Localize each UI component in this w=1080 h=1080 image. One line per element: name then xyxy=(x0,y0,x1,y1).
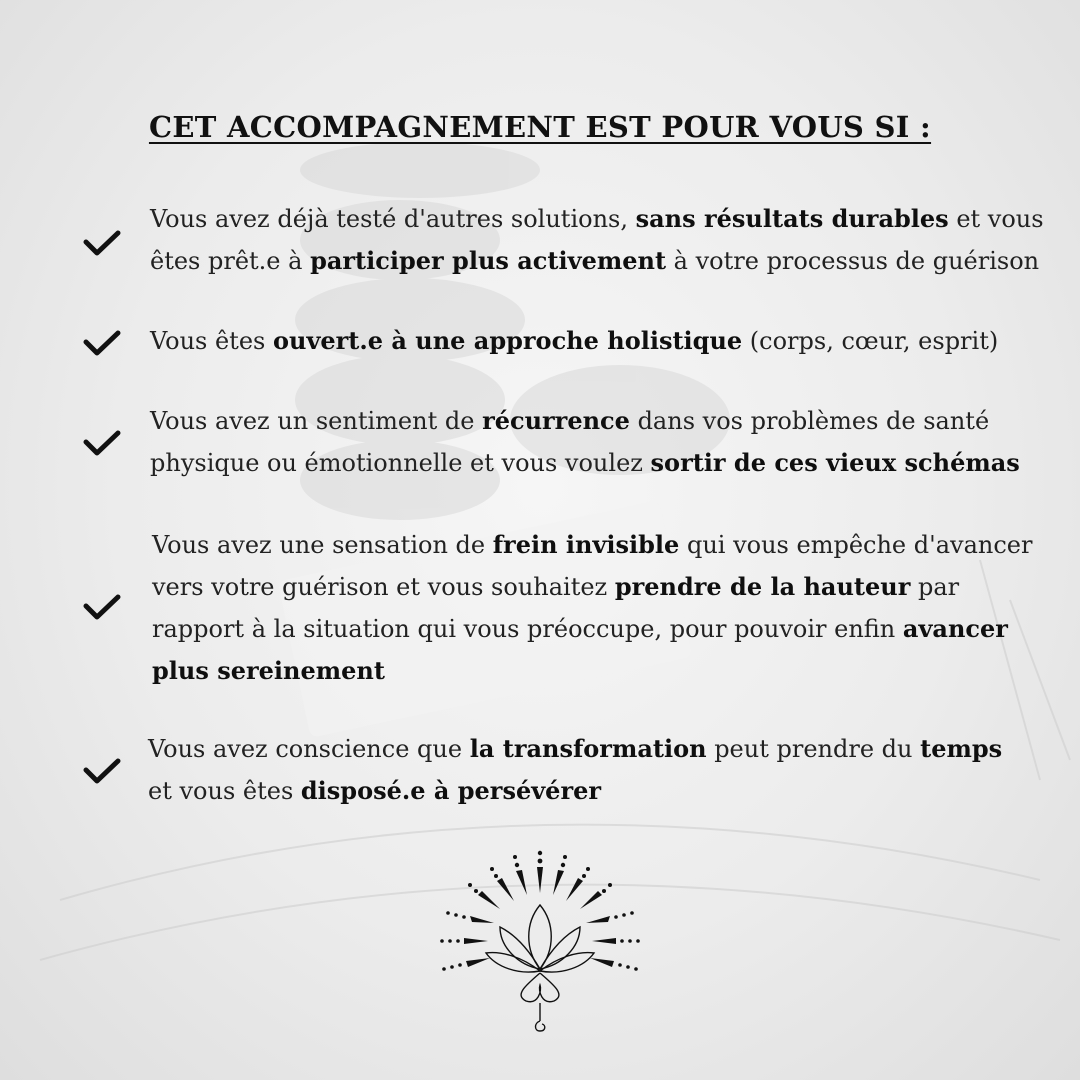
body-text: et vous êtes xyxy=(148,777,301,805)
emphasis-text: frein invisible xyxy=(492,530,680,559)
body-text: qui vous empêche d'avancer xyxy=(679,531,1033,559)
emphasis-text: disposé.e à persévérer xyxy=(300,776,602,805)
emphasis-text: sans résultats durables xyxy=(635,204,949,233)
criterion-line xyxy=(150,198,1044,240)
emphasis-text: participer plus activement xyxy=(310,246,667,275)
lotus-sun-logo-icon xyxy=(430,845,650,1040)
emphasis-text: plus sereinement xyxy=(152,656,385,685)
body-text: (corps, cœur, esprit) xyxy=(742,327,999,355)
body-text: vers votre guérison et vous souhaitez xyxy=(152,573,615,601)
criterion-line xyxy=(148,770,1002,812)
criterion-line xyxy=(152,566,1032,608)
body-text: à votre processus de guérison xyxy=(666,247,1040,275)
emphasis-text: ouvert.e à une approche holistique xyxy=(272,326,743,355)
criterion-line xyxy=(150,442,1020,484)
criterion-item xyxy=(150,320,998,362)
body-text: rapport à la situation qui vous préoccupe, pour pouvoir enfin xyxy=(152,615,903,643)
body-text: physique ou émotionnelle et vous voulez xyxy=(150,449,651,477)
criterion-line xyxy=(152,608,1032,650)
criterion-line xyxy=(152,524,1032,566)
criterion-line xyxy=(150,320,998,362)
body-text: Vous avez une sensation de xyxy=(152,531,493,559)
page-title: CET ACCOMPAGNEMENT EST POUR VOUS SI : xyxy=(148,110,932,144)
body-text: Vous avez conscience que xyxy=(148,735,470,763)
body-text: peut prendre du xyxy=(706,735,921,763)
emphasis-text: avancer xyxy=(902,614,1008,643)
criterion-item xyxy=(150,400,1020,484)
body-text: êtes prêt.e à xyxy=(150,247,311,275)
criterion-item xyxy=(152,524,1032,692)
body-text: Vous avez déjà testé d'autres solutions, xyxy=(150,205,636,233)
body-text: par xyxy=(910,573,960,601)
body-text: Vous avez un sentiment de xyxy=(150,407,483,435)
checkmark-icon xyxy=(82,756,122,786)
criterion-line xyxy=(152,650,1032,692)
checkmark-icon xyxy=(82,328,122,358)
checkmark-icon xyxy=(82,428,122,458)
emphasis-text: temps xyxy=(920,734,1003,763)
emphasis-text: prendre de la hauteur xyxy=(614,572,911,601)
criterion-line xyxy=(148,728,1002,770)
criterion-line xyxy=(150,240,1044,282)
body-text: et vous xyxy=(948,205,1044,233)
body-text: dans vos problèmes de santé xyxy=(629,407,990,435)
checkmark-icon xyxy=(82,228,122,258)
emphasis-text: sortir de ces vieux schémas xyxy=(650,448,1020,477)
criterion-item xyxy=(148,728,1002,812)
criterion-item xyxy=(150,198,1044,282)
emphasis-text: la transformation xyxy=(469,734,707,763)
checkmark-icon xyxy=(82,592,122,622)
emphasis-text: récurrence xyxy=(482,406,630,435)
criterion-line xyxy=(150,400,1020,442)
body-text: Vous êtes xyxy=(150,327,273,355)
